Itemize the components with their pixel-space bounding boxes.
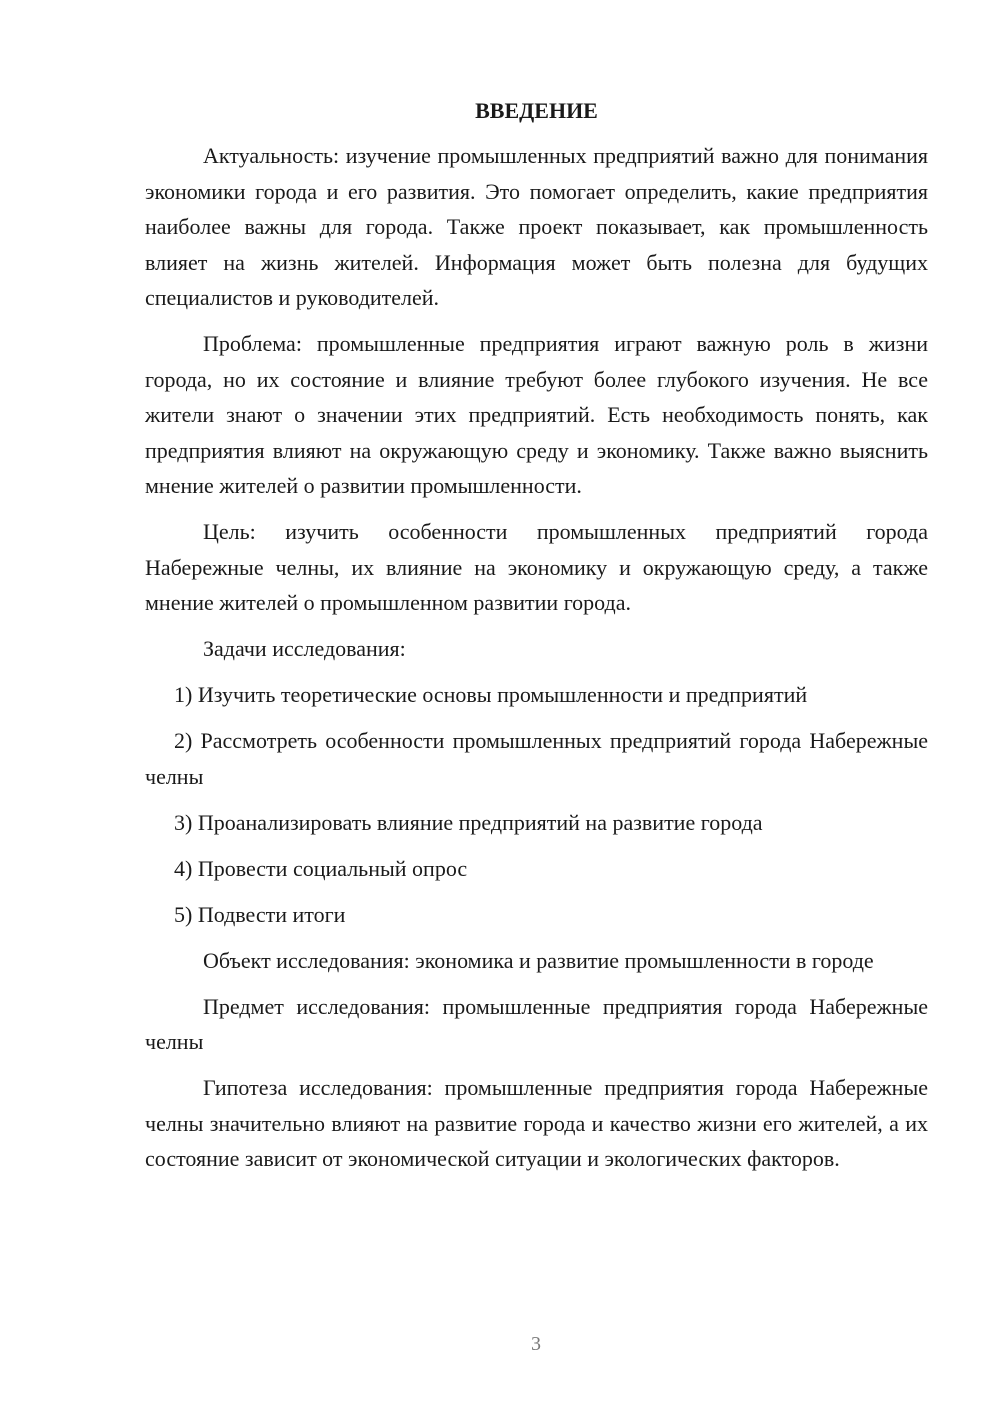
task-item: 1) Изучить теоретические основы промышленности и предприятий bbox=[174, 682, 808, 707]
task-item: 5) Подвести итоги bbox=[174, 901, 346, 927]
paragraph-subject: Предмет исследования: промышленные предприятия города Набережные челны bbox=[145, 993, 928, 1054]
task-item: 2) Рассмотреть особенности промышленных предприятий города Набережные челны bbox=[145, 728, 928, 789]
task-item: 4) Провести социальный опрос bbox=[174, 855, 468, 881]
paragraph-hypothesis: Гипотеза исследования: промышленные предприятия города Набережные челны значительно влияют на развитие города и качество жизни его жителей, а их состояние зависит от экономической ситуации и экологических факторов. bbox=[145, 1075, 928, 1171]
paragraph-relevance: Актуальность: изучение промышленных предприятий важно для понимания экономики города и его развития. Это помогает определить, какие предприятия наиболее важны для города. Также проект показывает, как промышленность влияет на жизнь жителей. Информация может быть полезна для будущих специалистов и руководителей. bbox=[145, 143, 928, 310]
document-page bbox=[145, 96, 928, 1187]
paragraph-goal: Цель: изучить особенности промышленных предприятий города Набережные челны, их влияние на экономику и окружающую среду, а также мнение жителей о промышленном развитии города. bbox=[145, 519, 928, 615]
task-item: 3) Проанализировать влияние предприятий на развитие города bbox=[174, 809, 763, 835]
page-title: ВВЕДЕНИЕ bbox=[475, 98, 598, 123]
paragraph-problem: Проблема: промышленные предприятия играют важную роль в жизни города, но их состояние и влияние требуют более глубокого изучения. Не все жители знают о значении этих предприятий. Есть необходимость понять, как предприятия влияют на окружающую среду и экономику. Также важно выяснить мнение жителей о развитии промышленности. bbox=[145, 331, 928, 498]
tasks-heading: Задачи исследования: bbox=[203, 636, 406, 661]
page-number: 3 bbox=[531, 1333, 541, 1355]
paragraph-object: Объект исследования: экономика и развитие промышленности в городе bbox=[203, 947, 874, 973]
